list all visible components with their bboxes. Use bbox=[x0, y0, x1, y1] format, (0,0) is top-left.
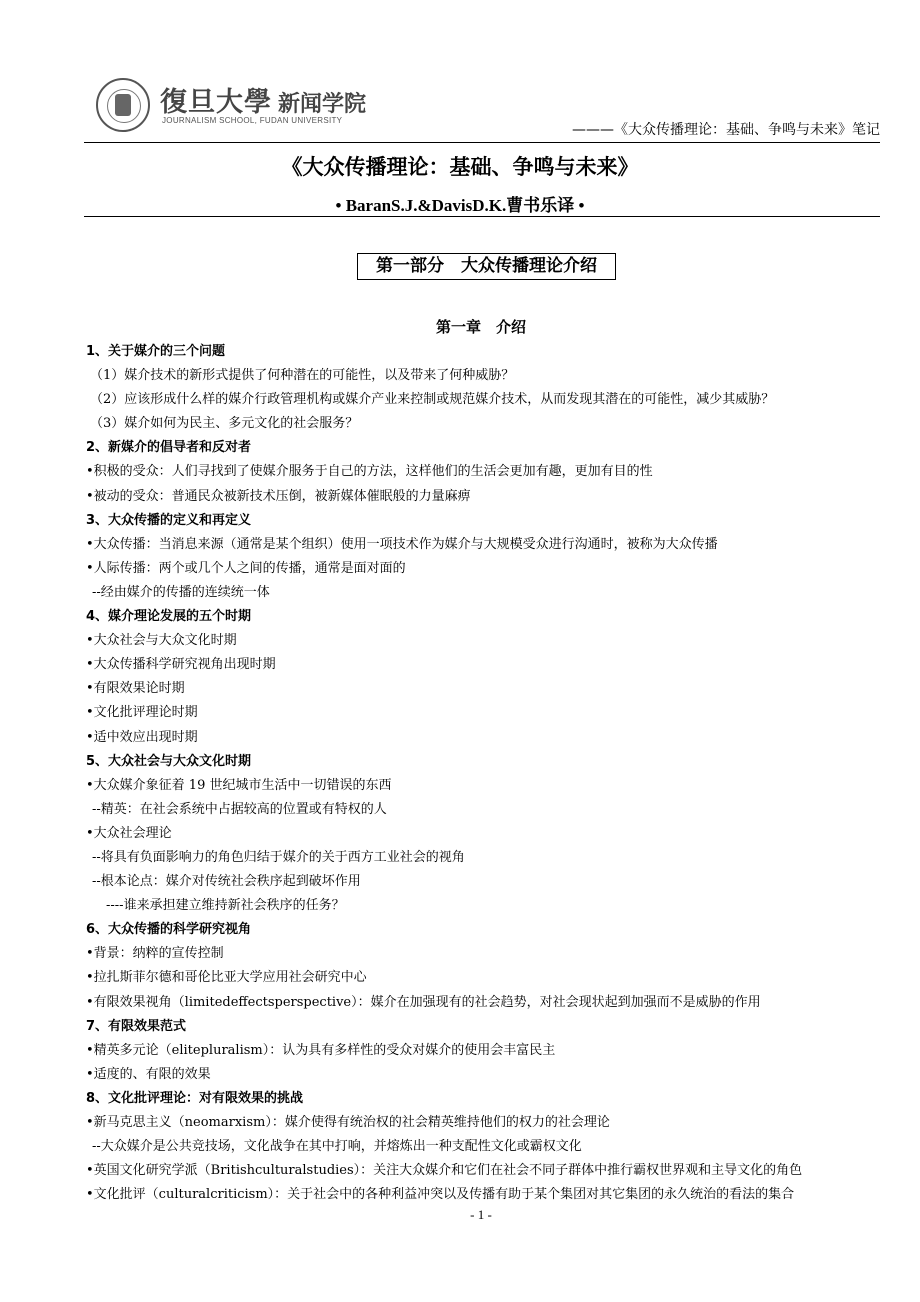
note-line: •大众传播科学研究视角出现时期 bbox=[86, 657, 276, 673]
notes-body bbox=[86, 340, 886, 1207]
title-divider bbox=[84, 216, 880, 217]
fudan-journalism-logo bbox=[96, 78, 426, 134]
note-line: •被动的受众：普通民众被新技术压倒，被新媒体催眠般的力量麻痹 bbox=[86, 488, 471, 504]
note-line: •大众媒介象征着 19 世纪城市生活中一切错误的东西 bbox=[86, 777, 392, 793]
section-heading: 5、大众社会与大众文化时期 bbox=[86, 753, 252, 769]
section-heading: 1、关于媒介的三个问题 bbox=[86, 344, 226, 359]
note-line: --经由媒介的传播的连续统一体 bbox=[92, 584, 270, 600]
section-heading: 2、新媒介的倡导者和反对者 bbox=[86, 440, 252, 456]
page-header bbox=[84, 72, 880, 140]
note-line: --大众媒介是公共竞技场，文化战争在其中打响，并熔炼出一种支配性文化或霸权文化 bbox=[92, 1139, 582, 1155]
section-heading: 6、大众传播的科学研究视角 bbox=[86, 922, 252, 938]
section-heading: 4、媒介理论发展的五个时期 bbox=[86, 609, 252, 625]
chapter-heading: 第一章 介绍 bbox=[435, 318, 526, 336]
note-line: （1）媒介技术的新形式提供了何种潜在的可能性，以及带来了何种威胁？ bbox=[90, 368, 515, 384]
note-line: •拉扎斯菲尔德和哥伦比亚大学应用社会研究中心 bbox=[86, 970, 367, 986]
note-line: •大众社会理论 bbox=[86, 825, 172, 841]
note-line: •有限效果论时期 bbox=[86, 681, 185, 697]
note-line: •大众社会与大众文化时期 bbox=[86, 633, 237, 649]
note-line: --根本论点：媒介对传统社会秩序起到破坏作用 bbox=[92, 874, 361, 890]
note-line: •新马克思主义（neomarxism）：媒介使得有统治权的社会精英维持他们的权力的社会理论 bbox=[86, 1115, 610, 1130]
note-line: •文化批评（culturalcriticism）：关于社会中的各种利益冲突以及传播有助于某个集团对其它集团的永久统治的看法的集合 bbox=[86, 1187, 795, 1203]
note-line: •积极的受众：人们寻找到了使媒介服务于自己的方法，这样他们的生活会更加有趣，更加有目的性 bbox=[86, 464, 653, 480]
header-divider bbox=[84, 142, 880, 143]
running-header-title: ———《大众传播理论：基础、争鸣与未来》笔记 bbox=[572, 122, 880, 138]
note-line: •精英多元论（elitepluralism）：认为具有多样性的受众对媒介的使用会丰富民主 bbox=[86, 1042, 556, 1058]
document-title: 《大众传播理论：基础、争鸣与未来》 bbox=[281, 155, 639, 179]
section-heading: 3、大众传播的定义和再定义 bbox=[86, 512, 252, 528]
note-line: •适中效应出现时期 bbox=[86, 729, 198, 745]
note-line: •文化批评理论时期 bbox=[86, 705, 198, 721]
note-line: --将具有负面影响力的角色归结于媒介的关于西方工业社会的视角 bbox=[92, 849, 465, 865]
note-line: •英国文化研究学派（Britishculturalstudies）：关注大众媒介和它们在社会不同子群体中推行霸权世界观和主导文化的角色 bbox=[86, 1163, 803, 1179]
note-line: •有限效果视角（limitedeffectsperspective）：媒介在加强现有的社会趋势，对社会现状起到加强而不是威胁的作用 bbox=[86, 994, 761, 1010]
note-line: --精英：在社会系统中占据较高的位置或有特权的人 bbox=[92, 801, 387, 817]
section-heading: 8、文化批评理论：对有限效果的挑战 bbox=[86, 1090, 304, 1106]
note-line: •大众传播：当消息来源（通常是某个组织）使用一项技术作为媒介与大规模受众进行沟通时，被称为大众传播 bbox=[86, 536, 718, 552]
note-line: （2）应该形成什么样的媒介行政管理机构或媒介产业来控制或规范媒介技术，从而发现其潜在的可能性，减少其威胁？ bbox=[90, 392, 775, 408]
note-line: ----谁来承担建立维持新社会秩序的任务？ bbox=[106, 898, 345, 914]
note-line: •适度的、有限的效果 bbox=[86, 1066, 211, 1082]
note-line: •背景：纳粹的宣传控制 bbox=[86, 946, 224, 962]
logo-wordmark: 復旦大學 新闻学院 bbox=[160, 87, 367, 118]
university-seal-icon bbox=[96, 78, 150, 132]
note-line: （3）媒介如何为民主、多元文化的社会服务？ bbox=[90, 416, 359, 432]
author-line: • BaranS.J.&DavisD.K.曹书乐译 • bbox=[335, 196, 585, 215]
section-heading: 7、有限效果范式 bbox=[86, 1018, 187, 1034]
logo-english-name: JOURNALISM SCHOOL, FUDAN UNIVERSITY bbox=[162, 116, 343, 125]
part-heading: 第一部分 大众传播理论介绍 bbox=[357, 253, 616, 280]
page-number: - 1 - bbox=[470, 1207, 492, 1222]
note-line: •人际传播：两个或几个人之间的传播，通常是面对面的 bbox=[86, 560, 406, 576]
